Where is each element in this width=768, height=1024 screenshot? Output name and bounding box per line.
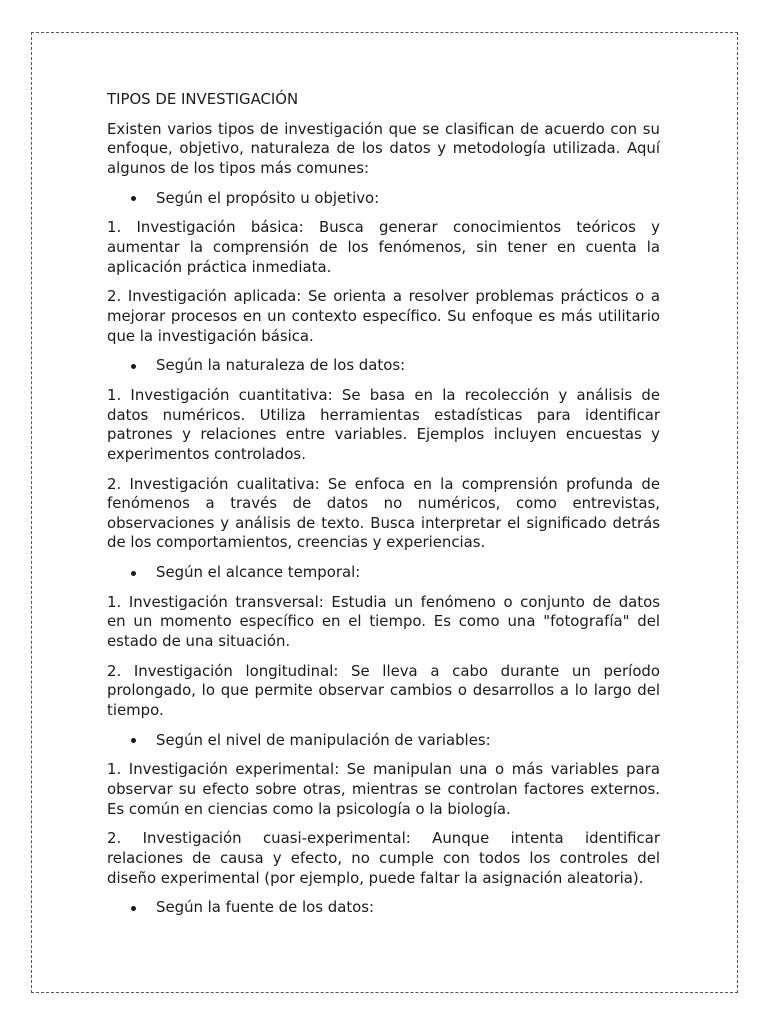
text-line: mejorar procesos en un contexto específico. Su enfoque es más utilitario [107,306,660,325]
text-line: experimentos controlados. [107,444,306,463]
text-line: tiempo. [107,701,164,720]
text-line: observaciones y análisis de texto. Busca interpretar el significado detrás [107,513,660,532]
text-line: 1. Investigación cuantitativa: Se basa en la recolección y análisis de [107,385,660,404]
text-line: 1. Investigación básica: Busca generar conocimientos teóricos y [107,218,660,237]
document-title: TIPOS DE INVESTIGACIÓN [107,90,299,108]
section-heading-text: Según el alcance temporal: [156,563,361,582]
text-line: enfoque, objetivo, naturaleza de los datos y metodología utilizada. Aquí [107,139,660,158]
paragraph [107,386,660,465]
section-heading [107,731,660,751]
section-heading [107,356,660,376]
section-heading-text: Según el nivel de manipulación de variables: [156,730,491,749]
paragraph [107,287,660,346]
text-line: en un momento específico en el tiempo. Es como una "fotografía" del [107,612,660,631]
text-line: prolongado, lo que permite observar cambios o desarrollos a lo largo del [107,681,660,700]
text-line: relaciones de causa y efecto, no cumple con todos los controles del [107,849,660,867]
text-line: Existen varios tipos de investigación que se clasifican de acuerdo con su [107,119,660,138]
paragraph [107,593,660,652]
section-heading-text: Según el propósito u objetivo: [156,188,380,207]
bullet-icon [131,364,136,369]
text-line: 2. Investigación longitudinal: Se lleva a cabo durante un período [107,661,660,680]
bullet-icon [131,571,136,576]
intro-paragraph [107,120,660,179]
text-line: Es común en ciencias como la psicología o la biología. [107,799,511,818]
text-line: fenómenos a través de datos no numéricos, como entrevistas, [107,494,660,513]
bullet-icon [131,906,136,911]
text-line: aumentar la comprensión de los fenómenos, sin tener en cuenta la [107,237,660,256]
text-line: observar su efecto sobre otras, mientras se controlan factores externos. [107,780,660,799]
text-line: 2. Investigación cualitativa: Se enfoca en la comprensión profunda de [107,474,660,493]
text-line: 2. Investigación aplicada: Se orienta a resolver problemas prácticos o a [107,287,660,306]
paragraph [107,475,660,554]
bullet-icon [131,738,136,743]
text-line: de los comportamientos, creencias y experiencias. [107,533,486,552]
text-line: 2. Investigación cuasi-experimental: Aunque intenta identificar [107,829,660,848]
section-heading [107,189,660,209]
section-heading-text: Según la naturaleza de los datos: [156,356,406,375]
paragraph [107,760,660,819]
section-heading-text: Según la fuente de los datos: [156,898,375,917]
bullet-icon [131,196,136,201]
text-line: datos numéricos. Utiliza herramientas estadísticas para identificar [107,405,660,424]
section-heading [107,898,660,918]
text-line: patrones y relaciones entre variables. Ejemplos incluyen encuestas y [107,425,660,444]
section-heading [107,563,660,583]
text-line: 1. Investigación experimental: Se manipulan una o más variables para [107,760,660,779]
paragraph [107,829,660,888]
document-body [107,90,660,928]
text-line: 1. Investigación transversal: Estudia un fenómeno o conjunto de datos [107,592,660,611]
text-line: aplicación práctica inmediata. [107,257,332,276]
paragraph [107,218,660,277]
text-line: estado de una situación. [107,632,291,651]
text-line: que la investigación básica. [107,326,314,345]
text-line: diseño experimental (por ejemplo, puede faltar la asignación aleatoria). [107,868,644,887]
paragraph [107,662,660,721]
text-line: algunos de los tipos más comunes: [107,158,370,177]
